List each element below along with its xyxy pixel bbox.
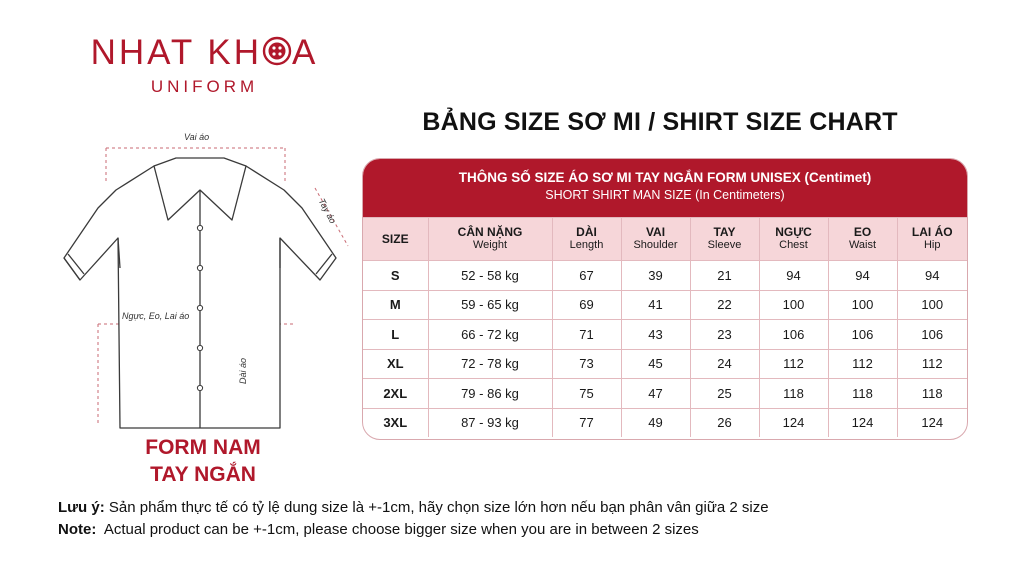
note-en-label: Note: bbox=[58, 521, 97, 538]
table-row bbox=[363, 320, 967, 350]
length-label: Dài áo bbox=[238, 357, 249, 385]
chest-cell: 94 bbox=[759, 261, 828, 291]
size-cell: 3XL bbox=[363, 408, 428, 437]
chest-cell: 124 bbox=[759, 408, 828, 437]
hip-cell: 106 bbox=[897, 320, 967, 350]
hip-cell: 94 bbox=[897, 261, 967, 291]
waist-cell: 124 bbox=[828, 408, 897, 437]
size-table-title-vi: THÔNG SỐ SIZE ÁO SƠ MI TAY NGẮN FORM UNISEX (Centimet) bbox=[458, 170, 872, 185]
waist-cell: 118 bbox=[828, 379, 897, 409]
brand-name-part2: A bbox=[292, 33, 319, 72]
notes bbox=[58, 497, 978, 541]
column-header-size: SIZE bbox=[363, 218, 428, 261]
note-en bbox=[58, 519, 978, 541]
column-header-length: DÀI Length bbox=[552, 218, 621, 261]
shirt-illustration bbox=[58, 128, 358, 438]
sleeve-cell: 26 bbox=[690, 408, 759, 437]
chest-cell: 112 bbox=[759, 349, 828, 379]
column-header-sleeve: TAY Sleeve bbox=[690, 218, 759, 261]
note-en-text: Actual product can be +-1cm, please choose bigger size when you are in between 2 sizes bbox=[96, 521, 699, 538]
shoulder-cell: 43 bbox=[621, 320, 690, 350]
form-label bbox=[98, 434, 308, 488]
column-header-hip: LAI ÁO Hip bbox=[897, 218, 967, 261]
weight-cell: 72 - 78 kg bbox=[428, 349, 552, 379]
size-cell: L bbox=[363, 320, 428, 350]
shoulder-cell: 47 bbox=[621, 379, 690, 409]
chest-cell: 106 bbox=[759, 320, 828, 350]
weight-cell: 79 - 86 kg bbox=[428, 379, 552, 409]
waist-cell: 94 bbox=[828, 261, 897, 291]
shoulder-cell: 45 bbox=[621, 349, 690, 379]
table-row bbox=[363, 408, 967, 437]
waist-cell: 106 bbox=[828, 320, 897, 350]
page-title: BẢNG SIZE SƠ MI / SHIRT SIZE CHART bbox=[422, 108, 898, 136]
length-cell: 73 bbox=[552, 349, 621, 379]
length-cell: 69 bbox=[552, 290, 621, 320]
sleeve-cell: 25 bbox=[690, 379, 759, 409]
chest-label: Ngực, Eo, Lai áo bbox=[122, 311, 190, 321]
button-logo-icon bbox=[262, 36, 292, 74]
size-table-header bbox=[363, 159, 967, 217]
brand-logo bbox=[82, 34, 327, 97]
note-vi bbox=[58, 497, 978, 519]
sleeve-cell: 24 bbox=[690, 349, 759, 379]
size-cell: M bbox=[363, 290, 428, 320]
hip-cell: 100 bbox=[897, 290, 967, 320]
waist-cell: 112 bbox=[828, 349, 897, 379]
shoulder-cell: 41 bbox=[621, 290, 690, 320]
form-label-line1: FORM NAM bbox=[145, 436, 261, 459]
shoulder-label: Vai áo bbox=[184, 132, 210, 142]
length-cell: 67 bbox=[552, 261, 621, 291]
weight-cell: 66 - 72 kg bbox=[428, 320, 552, 350]
chest-cell: 118 bbox=[759, 379, 828, 409]
sleeve-cell: 22 bbox=[690, 290, 759, 320]
table-row bbox=[363, 290, 967, 320]
weight-cell: 87 - 93 kg bbox=[428, 408, 552, 437]
note-vi-text: Sản phẩm thực tế có tỷ lệ dung size là +-1cm, hãy chọn size lớn hơn nếu bạn phân vân giữa 2 size bbox=[104, 499, 769, 516]
hip-cell: 118 bbox=[897, 379, 967, 409]
sleeve-label: Tay áo bbox=[316, 196, 339, 226]
column-header-chest: NGỰC Chest bbox=[759, 218, 828, 261]
size-table-card bbox=[362, 158, 968, 440]
brand-name bbox=[82, 34, 327, 74]
shoulder-cell: 39 bbox=[621, 261, 690, 291]
brand-name-part1: NHAT KH bbox=[90, 33, 263, 72]
column-header-waist: EO Waist bbox=[828, 218, 897, 261]
weight-cell: 59 - 65 kg bbox=[428, 290, 552, 320]
size-table-header-row bbox=[363, 218, 967, 261]
size-cell: XL bbox=[363, 349, 428, 379]
form-label-line2: TAY NGẮN bbox=[150, 463, 256, 486]
length-cell: 77 bbox=[552, 408, 621, 437]
hip-cell: 112 bbox=[897, 349, 967, 379]
shirt-diagram bbox=[58, 128, 358, 438]
table-row bbox=[363, 379, 967, 409]
hip-cell: 124 bbox=[897, 408, 967, 437]
size-table bbox=[363, 217, 967, 437]
sleeve-cell: 21 bbox=[690, 261, 759, 291]
size-table-title-en: SHORT SHIRT MAN SIZE (In Centimeters) bbox=[545, 188, 785, 202]
waist-cell: 100 bbox=[828, 290, 897, 320]
shoulder-cell: 49 bbox=[621, 408, 690, 437]
table-row bbox=[363, 349, 967, 379]
length-cell: 75 bbox=[552, 379, 621, 409]
brand-subtitle: UNIFORM bbox=[150, 77, 259, 96]
weight-cell: 52 - 58 kg bbox=[428, 261, 552, 291]
chest-cell: 100 bbox=[759, 290, 828, 320]
table-row bbox=[363, 261, 967, 291]
column-header-weight: CÂN NẶNG Weight bbox=[428, 218, 552, 261]
size-cell: S bbox=[363, 261, 428, 291]
sleeve-cell: 23 bbox=[690, 320, 759, 350]
length-cell: 71 bbox=[552, 320, 621, 350]
note-vi-label: Lưu ý: bbox=[58, 499, 105, 516]
column-header-shoulder: VAI Shoulder bbox=[621, 218, 690, 261]
size-cell: 2XL bbox=[363, 379, 428, 409]
